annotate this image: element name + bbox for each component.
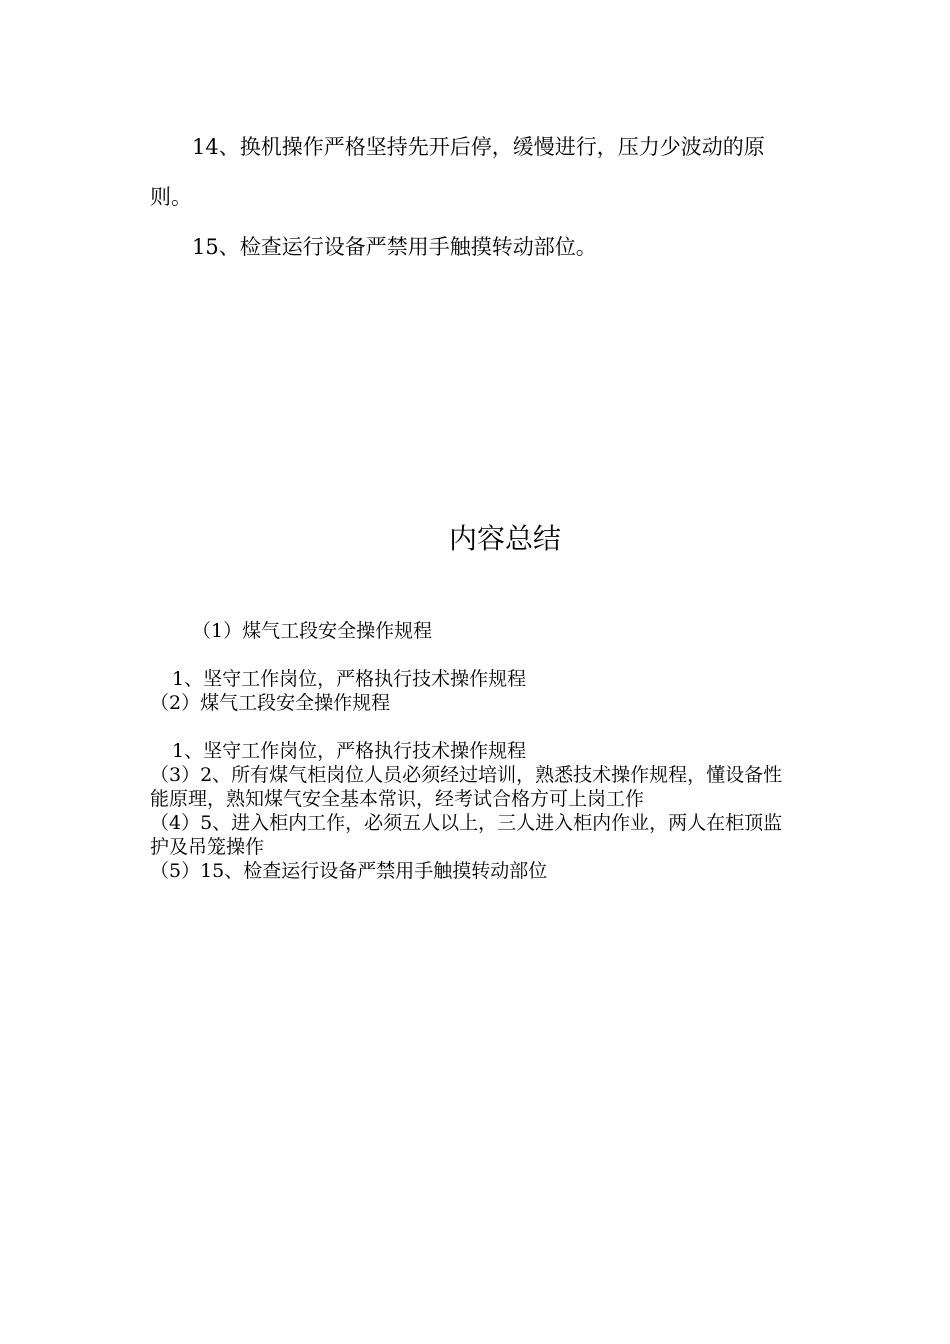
summary-item-3 — [150, 763, 800, 811]
summary-item-text: （5）15、检查运行设备严禁用手触摸转动部位 — [150, 860, 548, 882]
summary-item-2 — [150, 691, 800, 763]
paragraph-14: 14、换机操作严格坚持先开后停，缓慢进行，压力少波动的原则。 — [150, 135, 765, 209]
paragraph-15: 15、检查运行设备严禁用手触摸转动部位。 — [192, 235, 597, 259]
summary-item-text: （4）5、进入柜内工作，必须五人以上，三人进入柜内作业，两人在柜顶监护及吊笼操作 — [150, 812, 783, 858]
summary-item-1 — [150, 619, 800, 691]
summary-item-sub: 1、坚守工作岗位，严格执行技术操作规程 — [172, 668, 527, 690]
summary-item-heading: （2）煤气工段安全操作规程 — [150, 692, 391, 714]
summary-title: 内容总结 — [448, 522, 561, 555]
summary-item-4 — [150, 811, 800, 859]
summary-item-5 — [150, 859, 800, 883]
summary-item-text: （3）2、所有煤气柜岗位人员必须经过培训，熟悉技术操作规程，懂设备性能原理，熟知煤气安全基本常识，经考试合格方可上岗工作 — [150, 764, 783, 810]
summary-item-sub: 1、坚守工作岗位，严格执行技术操作规程 — [172, 740, 527, 762]
summary-item-heading: （1）煤气工段安全操作规程 — [192, 620, 433, 642]
